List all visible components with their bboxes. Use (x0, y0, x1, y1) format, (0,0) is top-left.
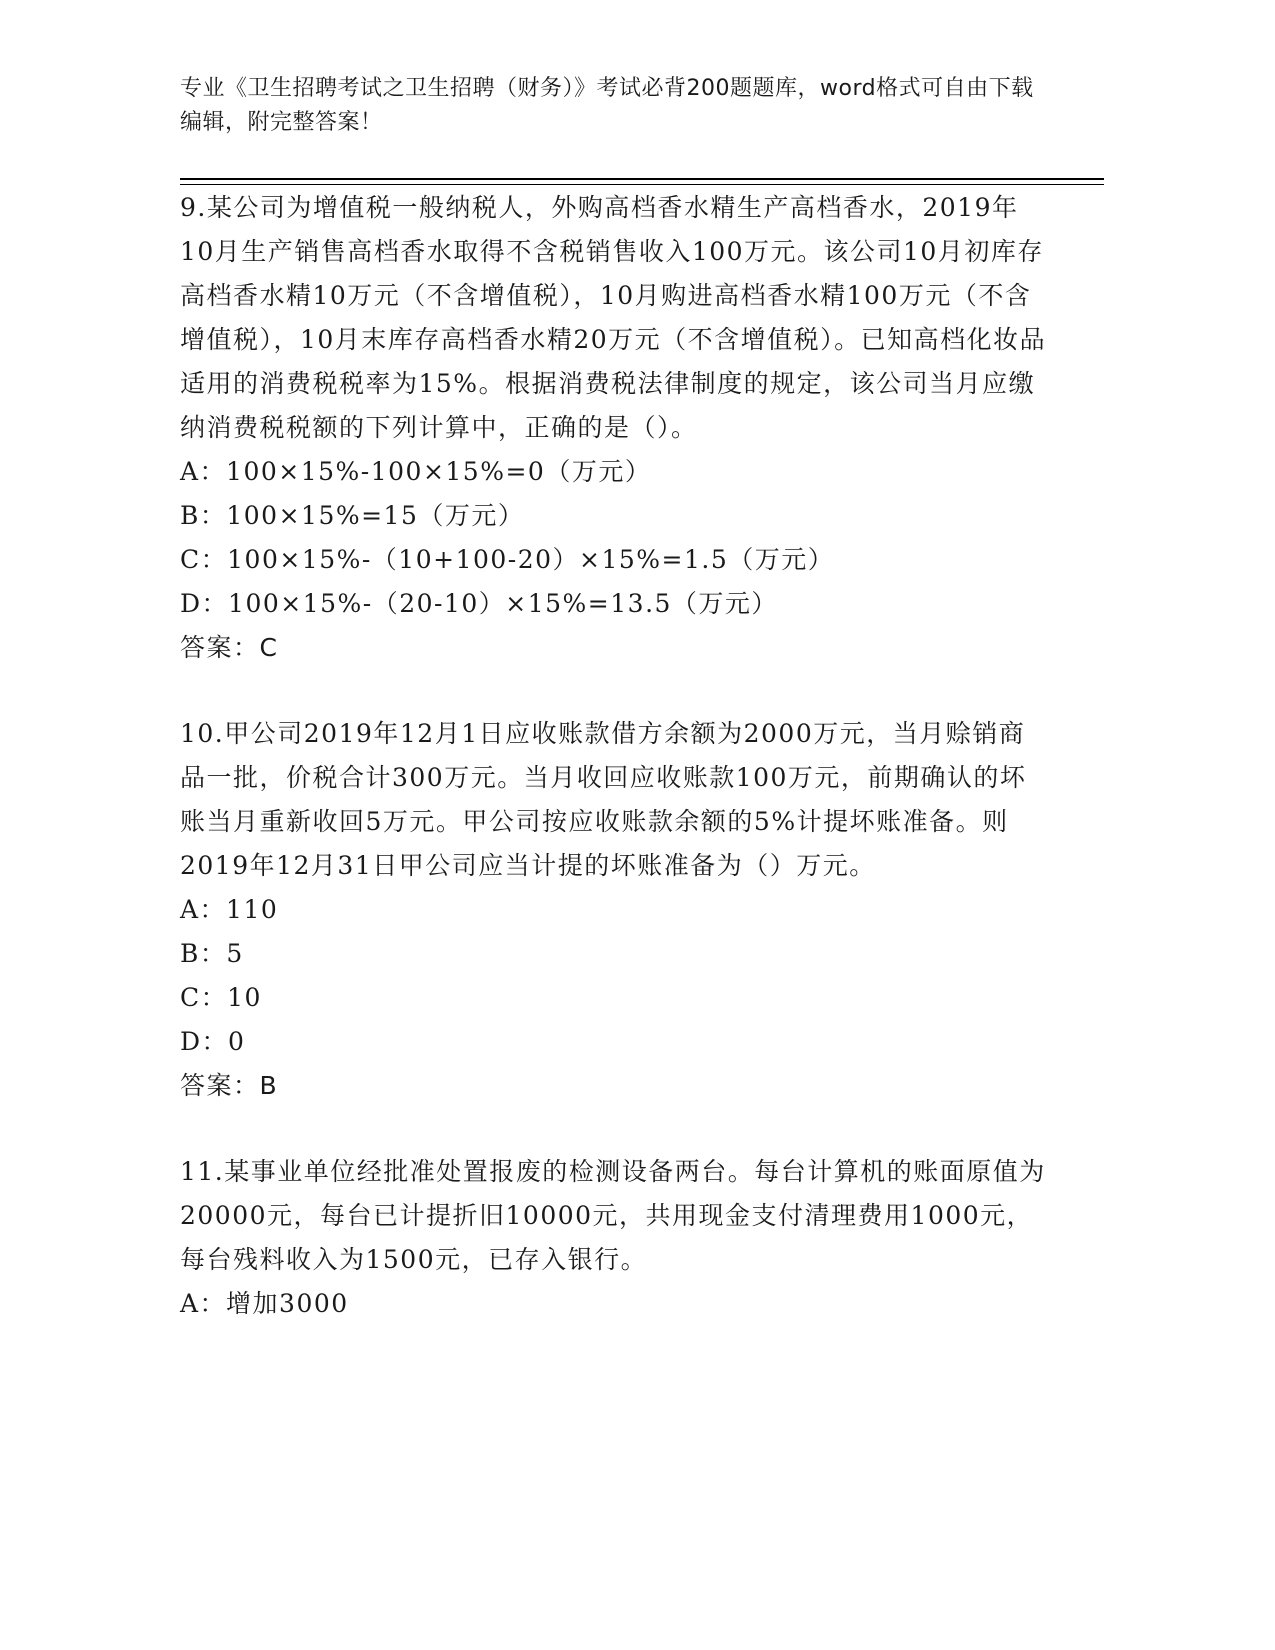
question-9 (180, 186, 1050, 670)
option-b: B：5 (180, 939, 244, 968)
question-spacer (180, 1108, 1050, 1150)
question-stem: 9.某公司为增值税一般纳税人，外购高档香水精生产高档香水，2019年10月生产销售高档香水取得不含税销售收入100万元。该公司10月初库存高档香水精10万元（不含增值税），10月购进高档香水精100万元（不含增值税），10月末库存高档香水精20万元（不含增值税）。已知高档化妆品适用的消费税税率为15%。根据消费税法律制度的规定，该公司当月应缴纳消费税税额的下列计算中，正确的是（）。 (180, 193, 1047, 442)
question-11 (180, 1150, 1050, 1326)
question-10 (180, 712, 1050, 1108)
option-b: B：100×15%=15（万元） (180, 501, 525, 530)
question-spacer (180, 670, 1050, 712)
answer-line: 答案：C (180, 633, 279, 662)
option-a: A：增加3000 (180, 1289, 349, 1318)
answer-line: 答案：B (180, 1071, 279, 1100)
option-c: C：10 (180, 983, 262, 1012)
document-header-title: 专业《卫生招聘考试之卫生招聘（财务）》考试必背200题题库，word格式可自由下载编辑，附完整答案！ (180, 76, 1034, 135)
option-a: A：110 (180, 895, 279, 924)
header-divider-thin (180, 184, 1104, 185)
option-d: D：100×15%-（20-10）×15%=13.5（万元） (180, 589, 778, 618)
option-d: D：0 (180, 1027, 246, 1056)
question-stem: 11.某事业单位经批准处置报废的检测设备两台。每台计算机的账面原值为20000元，每台已计提折旧10000元，共用现金支付清理费用1000元，每台残料收入为1500元，已存入银行。 (180, 1157, 1046, 1274)
header-divider-thick (180, 178, 1104, 180)
question-stem: 10.甲公司2019年12月1日应收账款借方余额为2000万元，当月赊销商品一批，价税合计300万元。当月收回应收账款100万元，前期确认的坏账当月重新收回5万元。甲公司按应收账款余额的5%计提坏账准备。则2019年12月31日甲公司应当计提的坏账准备为（）万元。 (180, 719, 1027, 880)
questions-list (180, 186, 1050, 1326)
option-a: A：100×15%-100×15%=0（万元） (180, 457, 652, 486)
option-c: C：100×15%-（10+100-20）×15%=1.5（万元） (180, 545, 835, 574)
